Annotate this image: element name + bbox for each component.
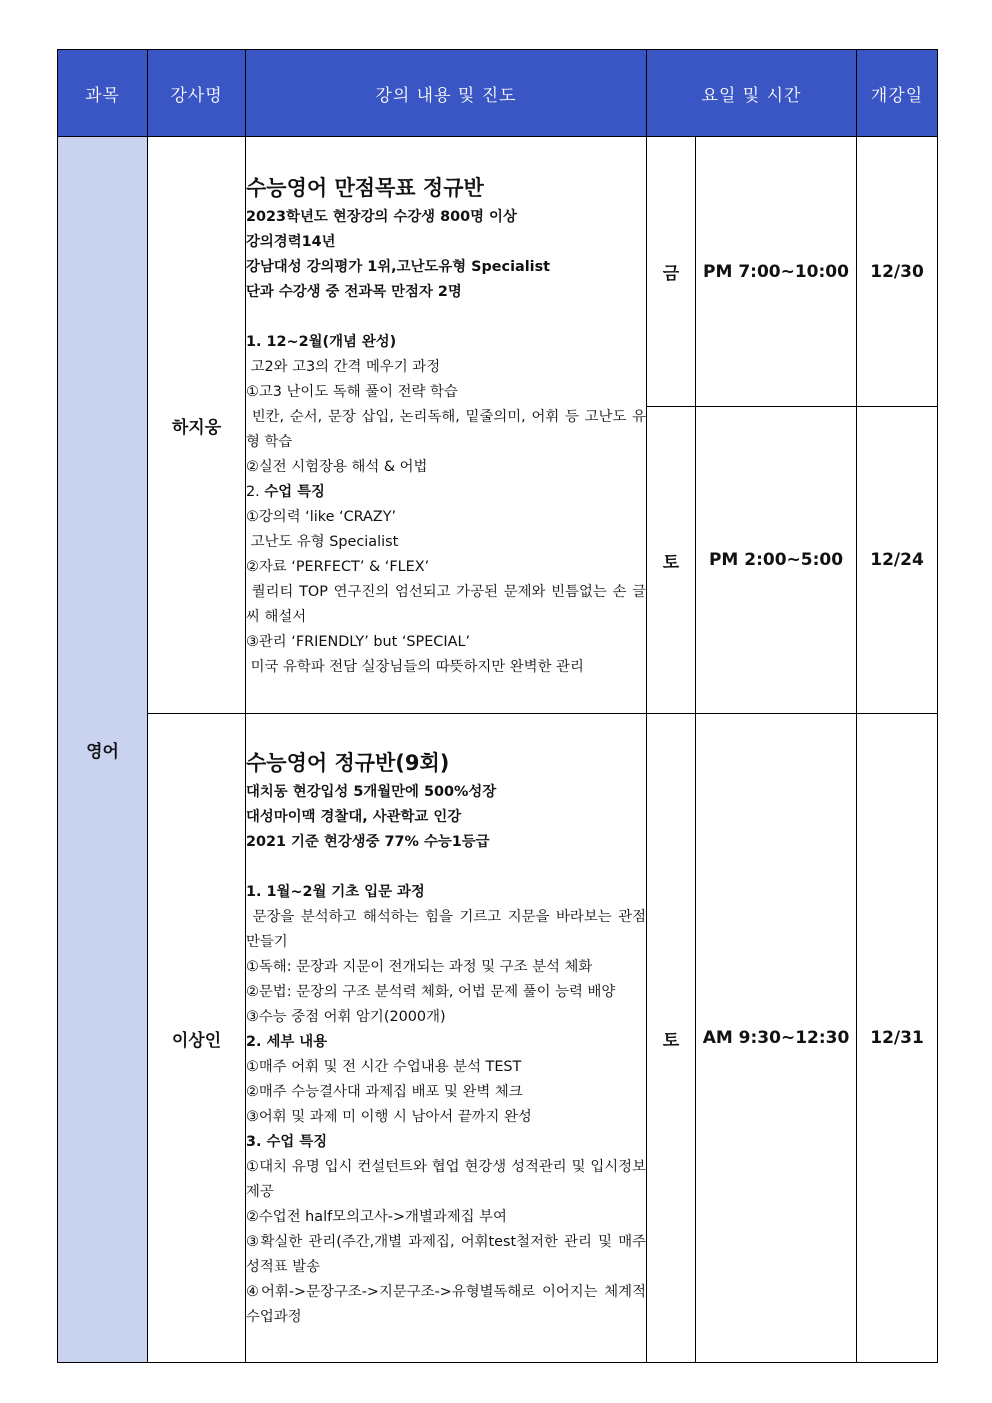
intro-line: 2023학년도 현장강의 수강생 800명 이상	[246, 208, 517, 225]
content-line: ①강의력 ‘like ‘CRAZY’	[246, 508, 397, 525]
section-number: 2.	[246, 483, 265, 500]
content-line: ②실전 시험장용 해석 & 어법	[246, 458, 428, 475]
course2-row	[58, 714, 938, 1363]
content-line: 고2와 고3의 간격 메우기 과정	[246, 358, 441, 375]
time-cell: PM 2:00~5:00	[696, 407, 857, 714]
content-line: ③관리 ‘FRIENDLY’ but ‘SPECIAL’	[246, 633, 471, 650]
intro-line: 단과 수강생 중 전과목 만점자 2명	[246, 283, 462, 300]
header-schedule: 요일 및 시간	[647, 50, 857, 137]
course1-intro	[246, 205, 646, 305]
content-line: ②수업전 half모의고사->개별과제집 부여	[246, 1209, 507, 1225]
content-line: 미국 유학파 전담 실장님들의 따뜻하지만 완벽한 관리	[246, 658, 584, 675]
day-cell: 토	[647, 714, 696, 1363]
start-date-cell: 12/31	[857, 714, 938, 1363]
intro-line: 강의경력14년	[246, 233, 336, 250]
course1-title: 수능영어 만점목표 정규반	[246, 175, 484, 200]
content-line: 퀄리티 TOP 연구진의 엄선되고 가공된 문제와 빈틈없는 손 글씨 해설서	[246, 583, 646, 625]
content-line: ③어휘 및 과제 미 이행 시 남아서 끝까지 완성	[246, 1109, 532, 1125]
header-subject: 과목	[58, 50, 148, 137]
header-content: 강의 내용 및 진도	[246, 50, 647, 137]
intro-line: 2021 기준 현강생중 77% 수능1등급	[246, 834, 490, 850]
header-start-date: 개강일	[857, 50, 938, 137]
day-cell: 금	[647, 137, 696, 407]
content-line: 빈칸, 순서, 문장 삽입, 논리독해, 밑줄의미, 어휘 등 고난도 유형 학습	[246, 408, 647, 450]
course2-intro	[246, 780, 646, 855]
course1-section2-title	[246, 480, 646, 505]
course2-section1-title: 1. 1월~2월 기초 입문 과정	[246, 884, 425, 900]
header-teacher: 강사명	[148, 50, 246, 137]
intro-line: 강남대성 강의평가 1위,고난도유형 Specialist	[246, 258, 551, 275]
content-line: ②매주 수능결사대 과제집 배포 및 완벽 체크	[246, 1084, 523, 1100]
start-date-cell: 12/30	[857, 137, 938, 407]
intro-line: 대성마이맥 경찰대, 사관학교 인강	[246, 809, 462, 825]
content-line: ①독해: 문장과 지문이 전개되는 과정 및 구조 분석 체화	[246, 959, 593, 975]
course1-content	[246, 137, 647, 714]
schedule-table	[57, 49, 938, 1363]
course1-section1-title: 1. 12~2월(개념 완성)	[246, 333, 397, 350]
content-line: ②문법: 문장의 구조 분석력 체화, 어법 문제 풀이 능력 배양	[246, 984, 616, 1000]
content-line: ①고3 난이도 독해 풀이 전략 학습	[246, 383, 458, 400]
course2-title: 수능영어 정규반(9회)	[246, 751, 450, 775]
content-line: 문장을 분석하고 해석하는 힘을 기르고 지문을 바라보는 관점 만들기	[246, 909, 651, 950]
content-line: 고난도 유형 Specialist	[246, 533, 399, 550]
time-cell: PM 7:00~10:00	[696, 137, 857, 407]
course2-section2-title: 2. 세부 내용	[246, 1034, 328, 1050]
teacher-name-1: 하지웅	[148, 137, 246, 714]
content-line: ②자료 ‘PERFECT’ & ‘FLEX’	[246, 558, 430, 575]
course2-content	[246, 714, 651, 1363]
content-line: ①대치 유명 입시 컨설턴트와 협업 현강생 성적관리 및 입시정보 제공	[246, 1159, 651, 1200]
time-cell: AM 9:30~12:30	[696, 714, 857, 1363]
content-line: ③수능 중점 어휘 암기(2000개)	[246, 1009, 446, 1025]
start-date-cell: 12/24	[857, 407, 938, 714]
content-line: ③확실한 관리(주간,개별 과제집, 어휘test철저한 관리 및 매주 성적표 발송	[246, 1234, 651, 1275]
content-line: ④어휘->문장구조->지문구조->유형별독해로 이어지는 체계적 수업과정	[246, 1284, 651, 1325]
day-cell: 토	[647, 407, 696, 714]
course2-section3-title: 3. 수업 특징	[246, 1134, 328, 1150]
subject-cell: 영어	[58, 137, 148, 1363]
content-line: ①매주 어휘 및 전 시간 수업내용 분석 TEST	[246, 1059, 522, 1075]
header-row	[58, 50, 938, 137]
teacher-name-2: 이상인	[148, 714, 246, 1363]
intro-line: 대치동 현강입성 5개월만에 500%성장	[246, 784, 497, 800]
section-title: 수업 특징	[264, 483, 325, 500]
course1-row-friday	[58, 137, 938, 407]
